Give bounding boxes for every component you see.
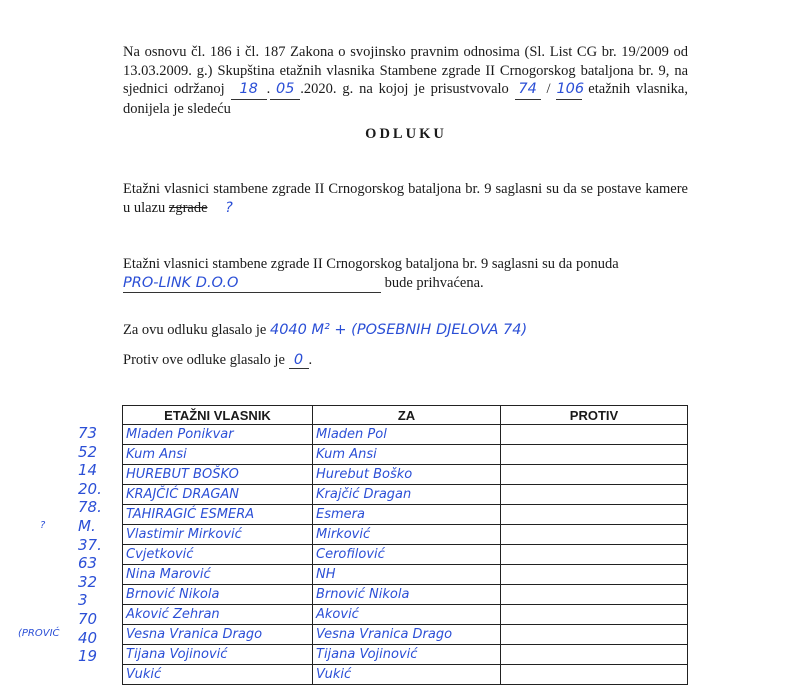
decision-paragraph-offer	[123, 255, 688, 293]
against-signature	[501, 525, 688, 545]
decision-paragraph-cameras	[123, 180, 688, 217]
intro-text-end: etažnih vlasnika, donijela je sledeću	[123, 81, 688, 117]
handwritten-company: PRO-LINK D.O.O	[123, 274, 381, 294]
decision-title: ODLUKU	[365, 126, 447, 142]
handwritten-question-mark: ?	[225, 199, 233, 216]
for-signature: Hurebut Boško	[313, 465, 501, 485]
for-signature: Vesna Vranica Drago	[313, 625, 501, 645]
struck-word: zgrade	[168, 199, 208, 216]
against-signature	[501, 545, 688, 565]
apartment-number: 78.	[78, 498, 102, 517]
intro-text-middle: .2020. g. na kojoj je prisustvovalo	[300, 81, 515, 97]
header-owner: ETAŽNI VLASNIK	[123, 406, 313, 425]
for-signature: Tijana Vojinović	[313, 645, 501, 665]
handwritten-votes-for: 4040 M² + (POSEBNIH DJELOVA 74)	[269, 322, 528, 338]
owner-signature: Brnović Nikola	[123, 585, 313, 605]
owner-signature: Tijana Vojinović	[123, 645, 313, 665]
owner-signature: HUREBUT BOŠKO	[123, 465, 313, 485]
table-row	[123, 665, 688, 685]
offer-text: Etažni vlasnici stambene zgrade II Crnogorskog bataljona br. 9 saglasni su da ponuda	[123, 256, 619, 272]
count-slash: /	[540, 81, 557, 97]
against-signature	[501, 505, 688, 525]
votes-for-label: Za ovu odluku glasalo je	[123, 322, 270, 338]
owner-signature: Vlastimir Mirković	[123, 525, 313, 545]
against-signature	[501, 605, 688, 625]
owner-signature: Mladen Ponikvar	[123, 425, 313, 445]
margin-note-question: ?	[40, 520, 46, 531]
handwritten-month: 05	[270, 80, 300, 100]
table-row	[123, 565, 688, 585]
apartment-number: 3	[78, 591, 88, 610]
owner-signature: KRAJČIĆ DRAGAN	[123, 485, 313, 505]
table-row	[123, 605, 688, 625]
apartment-number: 63	[78, 554, 98, 573]
against-signature	[501, 445, 688, 465]
apartment-number: 40	[78, 628, 98, 647]
apartment-number: 70	[78, 610, 98, 628]
votes-against-label: Protiv ove odluke glasalo je	[123, 352, 289, 368]
against-signature	[501, 645, 688, 665]
for-signature: Vukić	[313, 665, 501, 685]
for-signature: NH	[313, 565, 501, 585]
against-signature	[501, 485, 688, 505]
for-signature: Esmera	[313, 505, 501, 525]
table-row	[123, 645, 688, 665]
header-against: PROTIV	[501, 406, 688, 425]
against-signature	[501, 585, 688, 605]
intro-paragraph	[123, 43, 688, 118]
intro-text: Na osnovu čl. 186 i čl. 187 Zakona o svojinsko pravnim odnosima (Sl. List CG br. 19/2009 od 13.03.2009. g.) Skupština etažnih vlasnika Stambene zgrade II Crnogorskog bataljona br. 9, na sjednici održanoj	[123, 44, 688, 97]
owner-signature: Aković Zehran	[123, 605, 313, 625]
against-signature	[501, 565, 688, 585]
apartment-number: 52	[78, 442, 98, 461]
table-row	[123, 585, 688, 605]
table-row	[123, 445, 688, 465]
table-row	[123, 485, 688, 505]
for-signature: Aković	[313, 605, 501, 625]
table-row	[123, 625, 688, 645]
header-for: ZA	[313, 406, 501, 425]
votes-against-line	[123, 352, 312, 369]
against-signature	[501, 465, 688, 485]
for-signature: Cerofilović	[313, 545, 501, 565]
table-row	[123, 545, 688, 565]
offer-text-tail: bude prihvaćena.	[381, 274, 484, 291]
handwritten-present-count: 74	[515, 80, 541, 100]
table-row	[123, 425, 688, 445]
margin-note-name: (PROVIĆ	[18, 628, 60, 639]
owner-signature: TAHIRAGIĆ ESMERA	[123, 505, 313, 525]
apartment-number: 73	[78, 424, 98, 442]
table-row	[123, 465, 688, 485]
owner-signature: Cvjetković	[123, 545, 313, 565]
table-header-row	[123, 406, 688, 425]
period: .	[308, 352, 313, 368]
apartment-number: 20.	[78, 479, 102, 498]
for-signature: Brnović Nikola	[313, 585, 501, 605]
for-signature: Kum Ansi	[313, 445, 501, 465]
handwritten-votes-against: 0	[289, 352, 309, 369]
against-signature	[501, 425, 688, 445]
owner-signature: Vesna Vranica Drago	[123, 625, 313, 645]
date-separator: .	[266, 81, 271, 97]
apartment-number: 14	[78, 461, 98, 480]
against-signature	[501, 625, 688, 645]
apartment-number: 37.	[78, 535, 102, 554]
owner-signature: Kum Ansi	[123, 445, 313, 465]
against-signature	[501, 665, 688, 685]
cameras-text: Etažni vlasnici stambene zgrade II Crnogorskog bataljona br. 9 saglasni su da se postave kamere u ulazu	[123, 181, 688, 216]
apartment-number: 19	[78, 647, 98, 666]
apartment-number: 32	[78, 572, 98, 591]
owner-signature: Vukić	[123, 665, 313, 685]
handwritten-total-count: 106	[556, 80, 582, 100]
for-signature: Mirković	[313, 525, 501, 545]
apartment-number: M.	[78, 517, 96, 535]
table-row	[123, 525, 688, 545]
for-signature: Krajčić Dragan	[313, 485, 501, 505]
table-row	[123, 505, 688, 525]
signature-table	[122, 405, 688, 685]
votes-for-line	[123, 322, 527, 339]
handwritten-day: 18	[231, 80, 267, 100]
owner-signature: Nina Marović	[123, 565, 313, 585]
for-signature: Mladen Pol	[313, 425, 501, 445]
